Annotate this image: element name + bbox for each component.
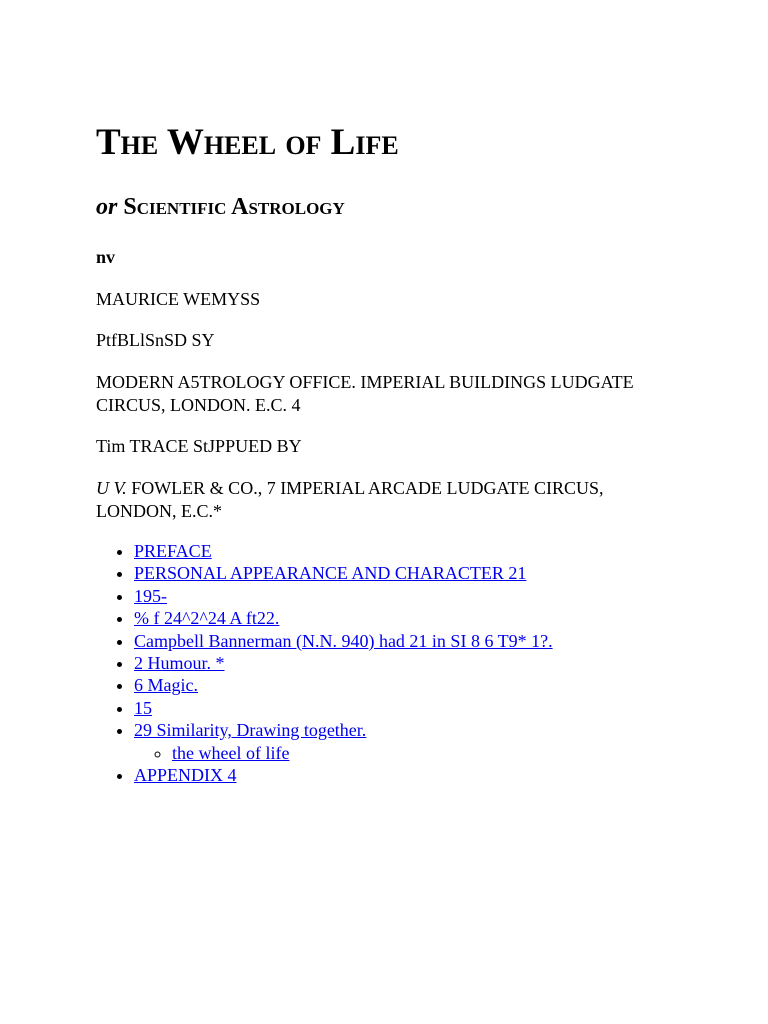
- toc-link-wheel-of-life[interactable]: the wheel of life: [172, 742, 290, 763]
- distributor-address: [96, 477, 676, 523]
- toc-item: [134, 764, 553, 786]
- toc-item: [134, 540, 553, 562]
- toc-item: [134, 607, 553, 629]
- page-title: The Wheel of Life: [96, 122, 399, 163]
- toc-link-195[interactable]: 195-: [134, 585, 167, 606]
- toc-link-appendix[interactable]: APPENDIX 4: [134, 765, 237, 786]
- trade-supplied-label: Tim TRACE StJPPUED BY: [96, 436, 302, 456]
- toc-link-magic[interactable]: 6 Magic.: [134, 675, 198, 696]
- table-of-contents: [96, 540, 553, 786]
- subtitle-prefix: or: [96, 194, 118, 220]
- toc-item: [134, 585, 553, 607]
- publisher-address: MODERN A5TROLOGY OFFICE. IMPERIAL BUILDINGS LUDGATE CIRCUS, LONDON. E.C. 4: [96, 372, 634, 415]
- toc-link-similarity[interactable]: 29 Similarity, Drawing together.: [134, 720, 367, 741]
- distributor-prefix: U V.: [96, 478, 127, 498]
- byline: nv: [96, 247, 116, 267]
- author-name: MAURICE WEMYSS: [96, 289, 261, 309]
- toc-item: [134, 652, 553, 674]
- toc-link-humour[interactable]: 2 Humour. *: [134, 653, 225, 674]
- toc-item: [134, 562, 553, 584]
- toc-link-15[interactable]: 15: [134, 697, 152, 718]
- toc-subitem: [172, 742, 553, 764]
- toc-link-campbell-bannerman[interactable]: Campbell Bannerman (N.N. 940) had 21 in SI 8 6 T9* 1?.: [134, 630, 553, 651]
- toc-link-f24[interactable]: % f 24^2^24 A ft22.: [134, 608, 280, 629]
- toc-sublist: [134, 742, 553, 764]
- toc-item: [134, 697, 553, 719]
- page-subtitle: [96, 191, 345, 223]
- distributor-text: FOWLER & CO., 7 IMPERIAL ARCADE LUDGATE CIRCUS, LONDON, E.C.*: [96, 478, 604, 521]
- toc-item: [134, 630, 553, 652]
- published-by-label: PtfBLlSnSD SY: [96, 330, 215, 350]
- toc-link-personal-appearance[interactable]: PERSONAL APPEARANCE AND CHARACTER 21: [134, 563, 527, 584]
- toc-item: [134, 719, 553, 764]
- toc-item: [134, 674, 553, 696]
- subtitle-text: Scientific Astrology: [123, 194, 345, 220]
- toc-link-preface[interactable]: PREFACE: [134, 541, 212, 561]
